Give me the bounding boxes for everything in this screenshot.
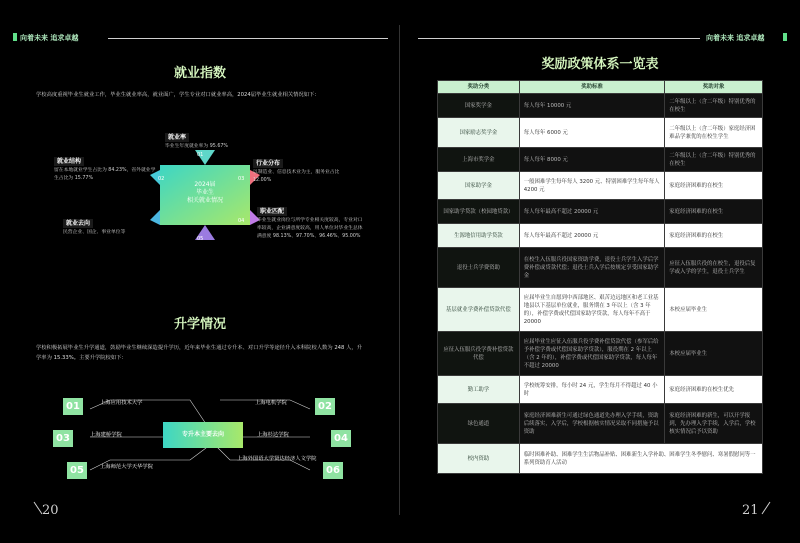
page-number-right: 21	[742, 503, 759, 518]
table-row	[438, 200, 763, 224]
page-spine	[399, 25, 400, 515]
label-1-text: 毕业生年度就业率为 95.67%	[165, 144, 228, 149]
table-row	[438, 224, 763, 248]
label-3-title: 行业分布	[253, 159, 283, 168]
page-corner-right	[758, 500, 778, 520]
row-standard: 每人每年最高不超过 20000 元	[519, 224, 665, 248]
table-row	[438, 288, 763, 332]
employment-label-4	[63, 210, 153, 237]
further-num-06: 06	[323, 462, 343, 479]
employment-title: 就业指数	[173, 66, 226, 81]
label-2-title: 就业结构	[54, 157, 84, 166]
hexagon-center	[168, 181, 242, 205]
further-item-03: 上海建桥学院	[90, 432, 122, 438]
tag-03: 03	[238, 176, 245, 182]
scholarship-title: 奖励政策体系一览表	[541, 57, 659, 72]
tag-05: 05	[197, 236, 204, 242]
row-target: 家庭经济困难的在校生	[665, 224, 763, 248]
row-standard: 应届毕业生应征入伍服兵役学费补偿贷款代偿（参军后给予补偿学费或代偿国家助学贷款），服役期在 2 年以上（含 2 年的），补偿学费或代偿国家助学贷款，每人每年不超过 20000	[519, 332, 665, 376]
employment-label-5	[257, 198, 363, 241]
row-standard: 每人每年 10000 元	[519, 94, 665, 118]
tag-04: 04	[238, 218, 245, 224]
further-item-01: 上海应用技术大学	[100, 400, 143, 406]
table-row	[438, 94, 763, 118]
employment-label-3	[253, 150, 357, 185]
further-num-01: 01	[63, 398, 83, 415]
label-5-title: 职业匹配	[257, 207, 287, 216]
row-target: 家庭经济困难的新生，可以开学报到，先办理入学手续，入学后，学校核实情况后予以资助	[665, 404, 763, 444]
row-target: 本校应届毕业生	[665, 288, 763, 332]
further-num-04: 04	[331, 430, 351, 447]
row-standard: 每人每年最高不超过 20000 元	[519, 200, 665, 224]
row-standard: 学校统筹安排，每小时 24 元，学生每月不得超过 40 小时	[519, 376, 665, 404]
tag-02: 02	[158, 176, 165, 182]
hexagon-line-1: 2024届	[194, 181, 216, 188]
row-target: 本校应届毕业生	[665, 332, 763, 376]
table-header-row	[438, 81, 763, 94]
header-right-bar	[783, 33, 787, 41]
further-title: 升学情况	[173, 317, 226, 332]
row-name: 基层就业学费补偿贷款代偿	[438, 288, 520, 332]
employment-label-2	[54, 148, 156, 183]
row-target: 家庭经济困难的在校生	[665, 172, 763, 200]
hexagon-line-3: 相关就业情况	[186, 197, 223, 204]
label-1-title: 就业率	[165, 133, 189, 142]
row-standard: 临时困难补助、困难学生生活物品补贴、困难新生入学补助、困难学生冬季慰问、寒暑假慰问等一系列资助育人活动	[519, 444, 762, 474]
row-name: 绿色通道	[438, 404, 520, 444]
further-num-03: 03	[53, 430, 73, 447]
hexagon-line-2: 毕业生	[195, 189, 214, 196]
header-right-text: 向着未来 追求卓越	[706, 33, 765, 42]
label-3-text: 以制造业、信息技术业为主，服务业占比 12.00%	[253, 170, 340, 183]
header-category: 奖助分类	[438, 81, 520, 94]
row-standard: 每人每年 6000 元	[519, 118, 665, 148]
scholarship-table	[437, 80, 763, 474]
row-name: 应征入伍服兵役学费补偿贷款代偿	[438, 332, 520, 376]
further-item-05: 上海师范大学天华学院	[100, 464, 153, 470]
row-target: 二年级以上（含二年级）特别优秀的在校生	[665, 148, 763, 172]
further-item-04: 上海杉达学院	[257, 432, 289, 438]
row-name: 退役士兵学费资助	[438, 248, 520, 288]
row-name: 校内资助	[438, 444, 520, 474]
label-5-text: 毕业生就业岗位与所学专业相关度较高，专业对口率较高，企业满意度较高，用人单位对毕业生总体满意度 98.13%、97.70%、96.46%、95.00%	[257, 218, 363, 239]
row-name: 上海市奖学金	[438, 148, 520, 172]
row-name: 国家奖学金	[438, 94, 520, 118]
row-target: 应征入伍服兵役的在校生，退役后复学或入学的学生，退役士兵学生	[665, 248, 763, 288]
table-row	[438, 444, 763, 474]
further-item-06: 上海外国语大学贤达经济人文学院	[237, 456, 317, 462]
table-row	[438, 148, 763, 172]
row-name: 勤工助学	[438, 376, 520, 404]
header-standard: 奖助标准	[519, 81, 665, 94]
row-name: 生源地信用助学贷款	[438, 224, 520, 248]
further-center: 专升本主要去向	[163, 422, 243, 448]
table-row	[438, 172, 763, 200]
label-4-text: 民营企业、国企、事业单位等	[63, 230, 126, 235]
table-row	[438, 332, 763, 376]
row-standard: 每人每年 8000 元	[519, 148, 665, 172]
further-item-02: 上海电机学院	[255, 400, 287, 406]
row-name: 国家励志奖学金	[438, 118, 520, 148]
tag-01: 01	[197, 152, 204, 158]
label-2-text: 留在本地就业学生占比为 84.23%，省外就业学生占比为 15.77%	[54, 168, 156, 181]
further-num-02: 02	[315, 398, 335, 415]
further-num-05: 05	[67, 462, 87, 479]
row-standard: 一般困难学生每年每人 3200 元、特别困难学生每年每人 4200 元	[519, 172, 665, 200]
further-intro: 学校积极拓展毕业生升学通道，鼓励毕业生继续深造提升学历，近年来毕业生通过专升本、对口升学等途径升入本科院校人数为 248 人，升学率为 15.33%。主要升学院校如下：	[36, 345, 362, 361]
row-target: 家庭经济困难的在校生	[665, 200, 763, 224]
header-right-rule	[418, 38, 700, 39]
row-name: 国家助学贷款（校园地贷款）	[438, 200, 520, 224]
header-left-text: 向着未来 追求卓越	[20, 33, 79, 42]
header-left-rule	[108, 38, 388, 39]
table-row	[438, 404, 763, 444]
label-4-title: 就业去向	[63, 219, 93, 228]
row-standard: 家庭经济困难新生可通过绿色通道先办理入学手续，资助后续落实，入学后，学校根据核实情况采取不同措施予以资助	[519, 404, 665, 444]
employment-label-1	[165, 124, 265, 151]
row-standard: 应届毕业生自愿到中西部地区、艰苦边远地区和老工业基地县以下基层单位就业，服务期在 3 年以上（含 3 年的），补偿学费或代偿国家助学贷款，每人每年不高于 20000	[519, 288, 665, 332]
table-row	[438, 376, 763, 404]
page-number-left: 20	[42, 503, 59, 518]
table-row	[438, 248, 763, 288]
row-target: 家庭经济困难的在校生优先	[665, 376, 763, 404]
row-name: 国家助学金	[438, 172, 520, 200]
row-target: 二年级以上（含二年级）特别优秀的在校生	[665, 94, 763, 118]
header-left-bar	[13, 33, 17, 41]
table-row	[438, 118, 763, 148]
employment-intro: 学校高度重视毕业生就业工作，毕业生就业率高，就业面广，学生专业对口就业率高，2024届毕业生就业相关情况如下：	[36, 92, 320, 98]
row-target: 二年级以上（含二年级）家庭经济困难品学兼优的在校生学生	[665, 118, 763, 148]
header-target: 奖助对象	[665, 81, 763, 94]
row-standard: 在校生入伍服兵役国家资助学费，退役士兵学生入学后学费补偿或贷款代偿；退役士兵入学后按规定享受国家助学金	[519, 248, 665, 288]
